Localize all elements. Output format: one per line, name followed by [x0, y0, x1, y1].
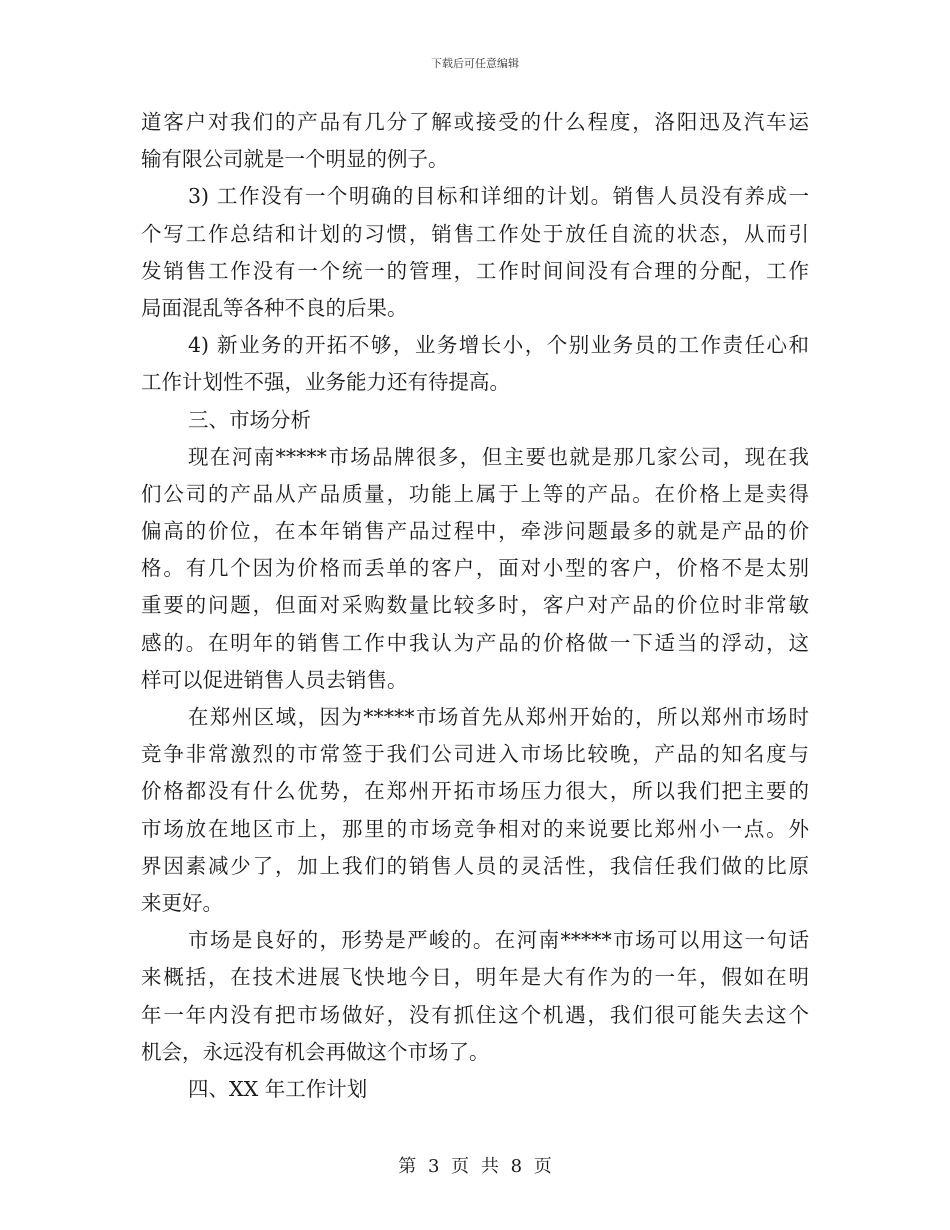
text-line: 局面混乱等各种不良的后果。 [141, 295, 408, 320]
text-line: 市场是良好的，形势是严峻的。在河南*****市场可以用这一句话 [188, 928, 809, 953]
text-line: 市场放在地区市上，那里的市场竞争相对的来说要比郑州小一点。外 [141, 816, 809, 841]
text-line: 感的。在明年的销售工作中我认为产品的价格做一下适当的浮动，这 [141, 630, 809, 655]
document-body [141, 104, 809, 1108]
text-line: 来概括，在技术进展飞快地今日，明年是大有作为的一年，假如在明 [141, 965, 809, 990]
text-line: 偏高的价位，在本年销售产品过程中，牵涉问题最多的就是产品的价 [141, 519, 809, 544]
text-line: 发销售工作没有一个统一的管理，工作时间间没有合理的分配，工作 [141, 258, 809, 283]
text-line: 工作计划性不强，业务能力还有待提高。 [141, 370, 510, 395]
text-line: 在郑州区域，因为*****市场首先从郑州开始的，所以郑州市场时 [188, 705, 809, 729]
text-line: 重要的问题，但面对采购数量比较多时，客户对产品的价位时非常敏 [141, 593, 809, 618]
text-line: 价格都没有什么优势，在郑州开拓市场压力很大，所以我们把主要的 [141, 779, 809, 804]
section-heading: 四、XX 年工作计划 [188, 1076, 368, 1101]
text-line: 4) 新业务的开拓不够，业务增长小，个别业务员的工作责任心和 [188, 333, 809, 358]
section-heading: 三、市场分析 [188, 407, 311, 432]
text-line: 来更好。 [141, 890, 223, 915]
text-line: 输有限公司就是一个明显的例子。 [141, 147, 449, 172]
page-number-footer: 第 3 页 共 8 页 [398, 1156, 552, 1177]
text-line: 3) 工作没有一个明确的目标和详细的计划。销售人员没有养成一 [188, 184, 809, 209]
text-line: 现在河南*****市场品牌很多，但主要也就是那几家公司，现在我 [188, 444, 809, 469]
text-line: 竞争非常激烈的市常签于我们公司进入市场比较晚，产品的知名度与 [141, 742, 809, 767]
header-note: 下载后可任意编辑 [431, 57, 519, 70]
text-line: 年一年内没有把市场做好，没有抓住这个机遇，我们很可能失去这个 [141, 1002, 809, 1027]
text-line: 们公司的产品从产品质量，功能上属于上等的产品。在价格上是卖得 [141, 481, 809, 506]
text-line: 样可以促进销售人员去销售。 [141, 667, 408, 692]
text-line: 道客户对我们的产品有几分了解或接受的什么程度，洛阳迅及汽车运 [141, 110, 809, 134]
text-line: 个写工作总结和计划的习惯，销售工作处于放任自流的状态，从而引 [141, 221, 809, 246]
text-line: 格。有几个因为价格而丢单的客户，面对小型的客户，价格不是太别 [141, 556, 809, 581]
text-line: 界因素减少了，加上我们的销售人员的灵活性，我信任我们做的比原 [141, 853, 809, 878]
text-line: 机会，永远没有机会再做这个市场了。 [141, 1039, 490, 1064]
